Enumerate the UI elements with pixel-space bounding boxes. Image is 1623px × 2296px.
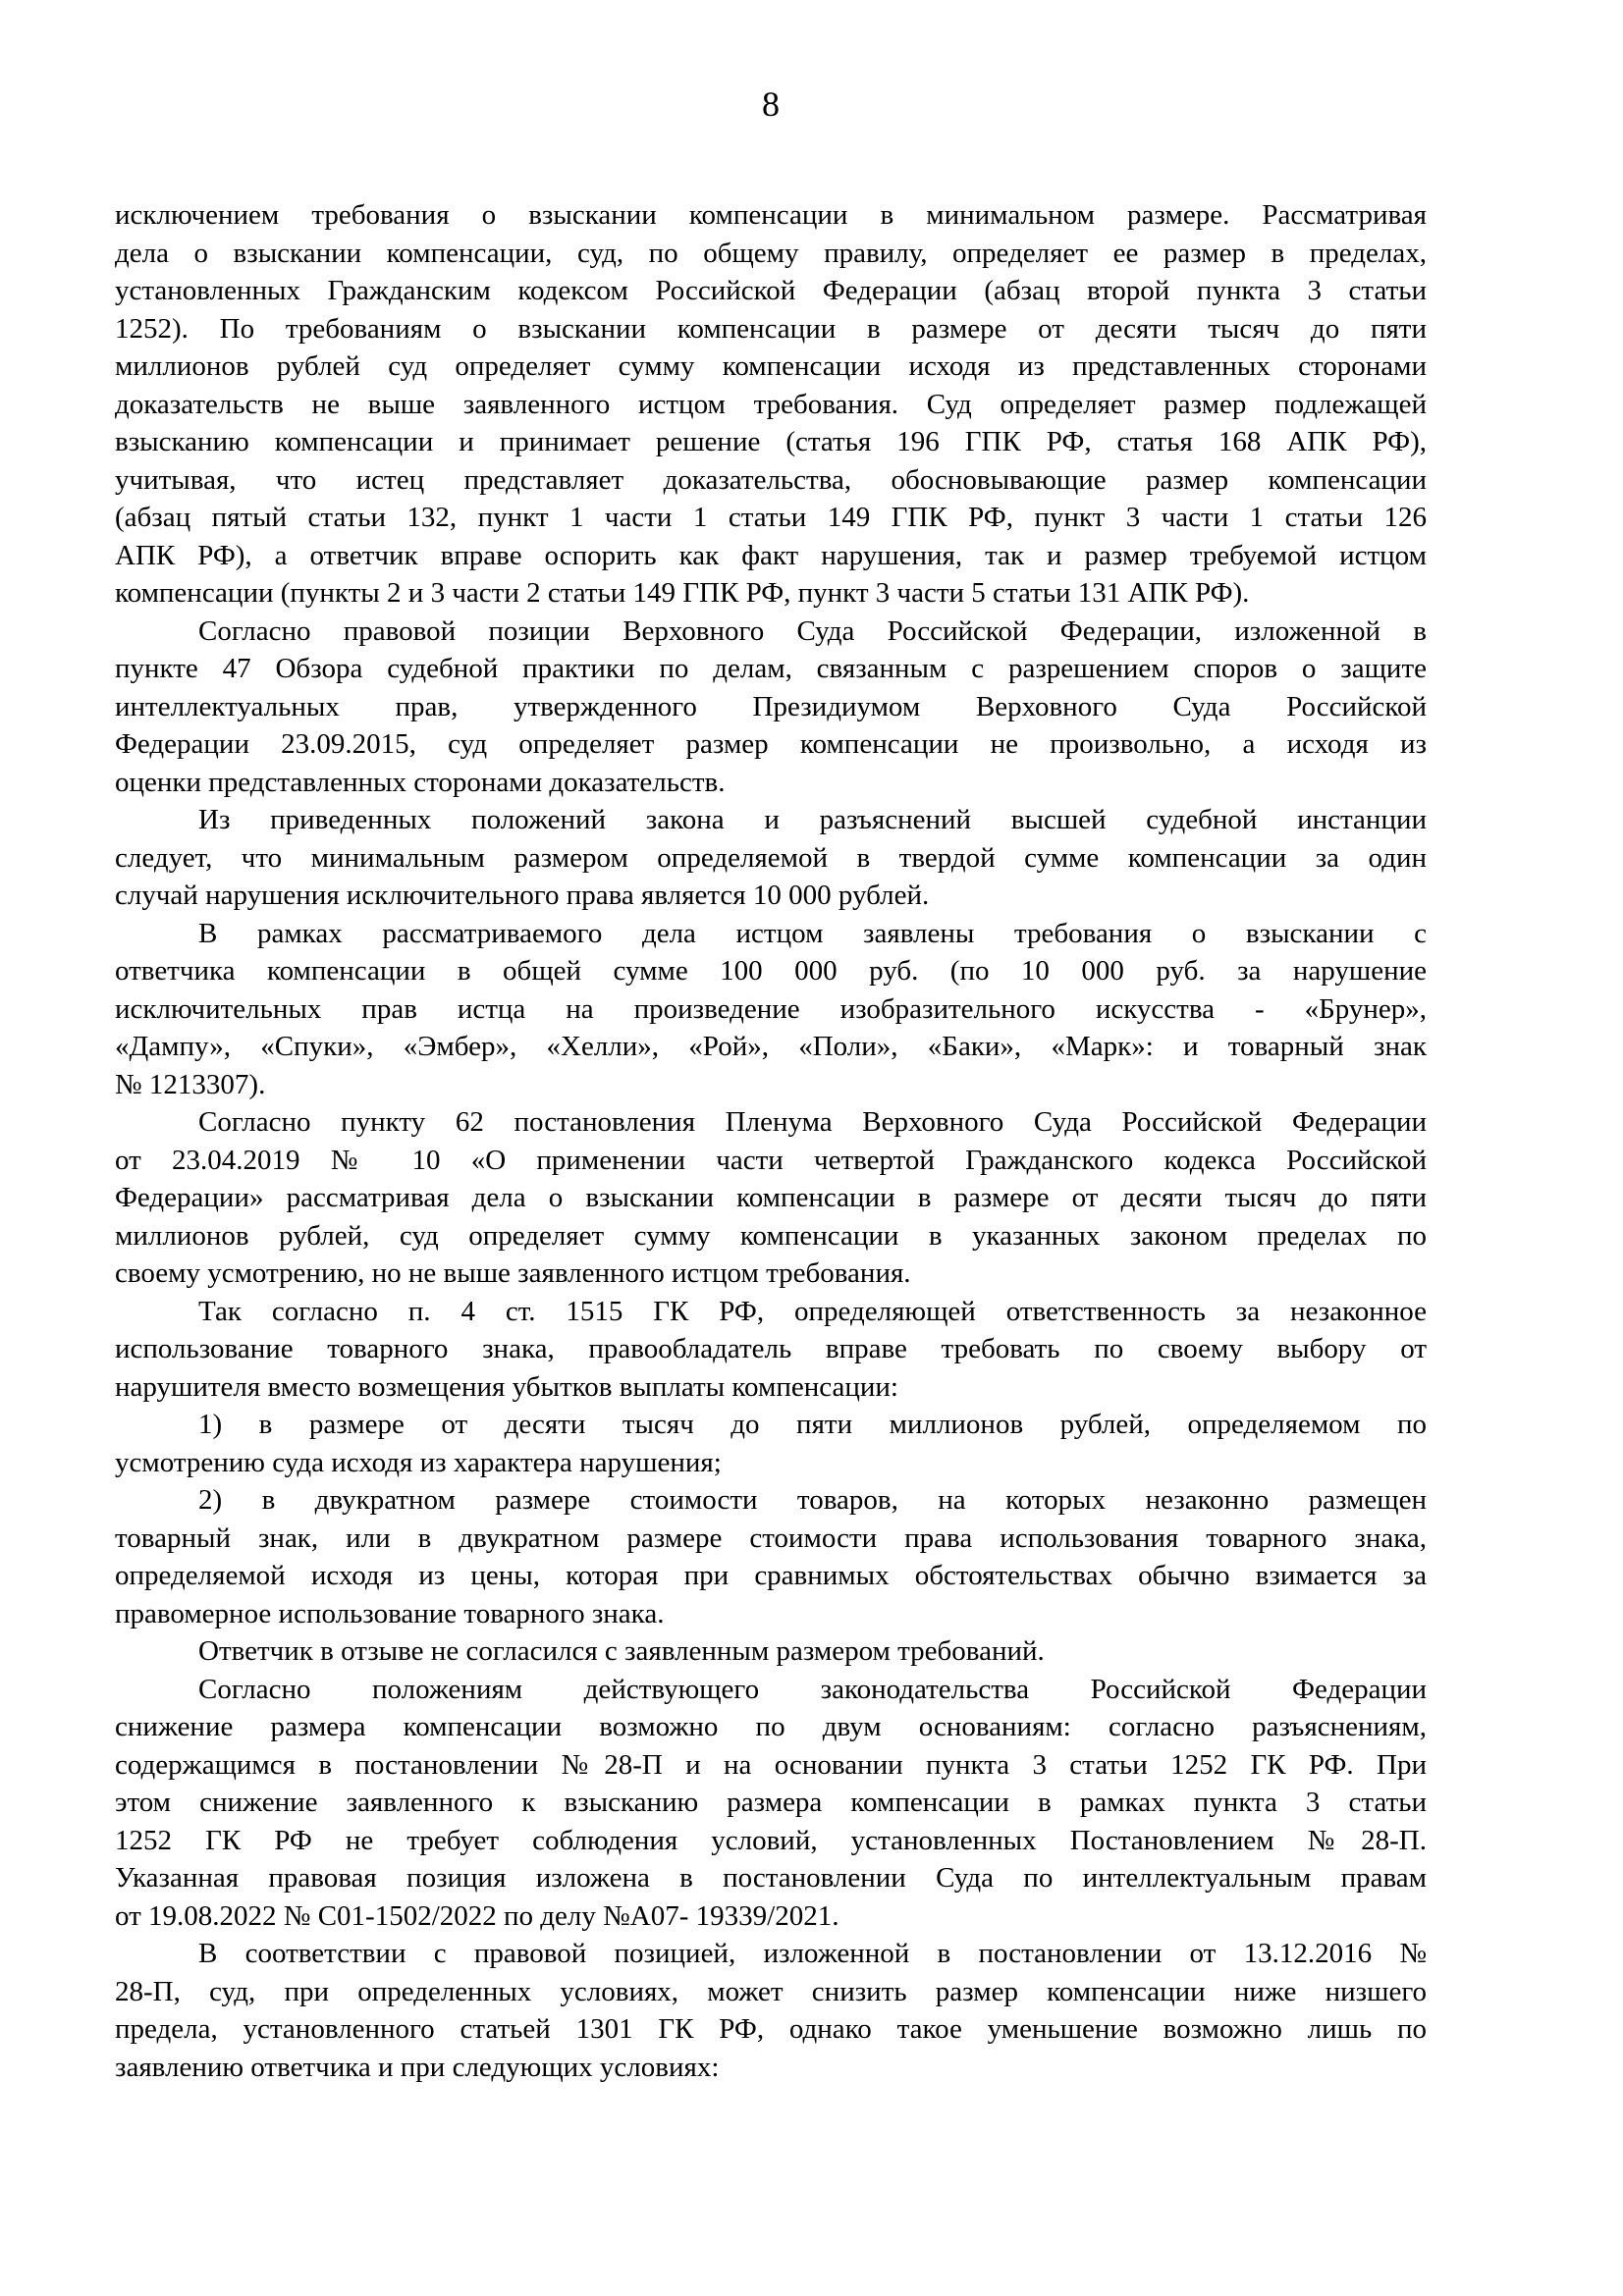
- text-line: заявлению ответчика и при следующих условиях:: [115, 2051, 720, 2083]
- text-line: Федерации 23.09.2015, суд определяет размер компенсации не произвольно, а исходя из: [115, 728, 1427, 760]
- text-line: содержащимся в постановлении №28-П и на основании пункта 3 статьи 1252 ГК РФ. При: [115, 1748, 1427, 1781]
- paragraph: [115, 1406, 1427, 1481]
- text-line: 1252). По требованиям о взыскании компенсации в размере от десяти тысяч до пяти: [115, 312, 1427, 345]
- text-line: Федерации» рассматривая дела о взыскании компенсации в размере от десяти тысяч до пяти: [115, 1182, 1427, 1213]
- text-line: интеллектуальных прав, утвержденного Президиумом Верховного Суда Российской: [115, 690, 1427, 722]
- text-line: следует, что минимальным размером определяемой в твердой сумме компенсации за один: [115, 841, 1427, 874]
- paragraph: [115, 1671, 1427, 1936]
- paragraph: [115, 801, 1427, 915]
- paragraph: [115, 1293, 1427, 1407]
- text-line: 28-П, суд, при определенных условиях, может снизить размер компенсации ниже низшего: [115, 1975, 1427, 2007]
- text-line: АПК РФ), а ответчик вправе оспорить как факт нарушения, так и размер требуемой истцом: [115, 539, 1427, 571]
- text-line: миллионов рублей суд определяет сумму компенсации исходя из представленных сторонами: [115, 350, 1427, 382]
- text-line: Так согласно п. 4 ст. 1515 ГК РФ, определяющей ответственность за незаконное: [198, 1295, 1427, 1327]
- text-line: Согласно правовой позиции Верховного Суда Российской Федерации, изложенной в: [198, 614, 1427, 647]
- text-line: учитывая, что истец представляет доказательства, обосновывающие размер компенсации: [115, 463, 1427, 496]
- text-line: Ответчик в отзыве не согласился с заявленным размером требований.: [198, 1635, 1045, 1667]
- text-line: 1252 ГК РФ не требует соблюдения условий, установленных Постановлением №28-П.: [115, 1824, 1427, 1856]
- text-line: дела о взыскании компенсации, суд, по общему правилу, определяет ее размер в пределах,: [115, 237, 1427, 269]
- paragraph: [115, 613, 1427, 802]
- text-line: от 19.08.2022 № С01-1502/2022 по делу №А07- 19339/2021.: [115, 1899, 839, 1932]
- text-line: установленных Гражданским кодексом Российской Федерации (абзац второй пункта 3 статьи: [115, 275, 1427, 306]
- text-line: исключительных прав истца на произведение изобразительного искусства - «Брунер»,: [115, 992, 1427, 1025]
- text-line: оценки представленных сторонами доказательств.: [115, 766, 726, 798]
- text-line: исключением требования о взыскании компенсации в минимальном размере. Рассматривая: [115, 199, 1427, 231]
- text-line: использование товарного знака, правообладатель вправе требовать по своему выбору от: [115, 1333, 1427, 1364]
- text-line: Согласно положениям действующего законодательства Российской Федерации: [198, 1673, 1427, 1705]
- paragraph: [115, 915, 1427, 1104]
- text-line: компенсации (пункты 2 и 3 части 2 статьи 149 ГПК РФ, пункт 3 части 5 статьи 131 АПК РФ).: [115, 577, 1250, 609]
- text-line: товарный знак, или в двукратном размере стоимости права использования товарного знака,: [115, 1522, 1427, 1554]
- text-line: Из приведенных положений закона и разъяснений высшей судебной инстанции: [198, 804, 1427, 835]
- paragraph: [115, 1481, 1427, 1632]
- text-line: пункте 47 Обзора судебной практики по делам, связанным с разрешением споров о защите: [115, 653, 1427, 684]
- text-line: усмотрению суда исходя из характера нарушения;: [115, 1446, 722, 1478]
- paragraph: [115, 196, 1427, 613]
- page-number: 8: [762, 84, 780, 124]
- text-line: Согласно пункту 62 постановления Пленума Верховного Суда Российской Федерации: [198, 1106, 1427, 1138]
- paragraph: [115, 1632, 1427, 1671]
- text-line: 1) в размере от десяти тысяч до пяти миллионов рублей, определяемом по: [198, 1409, 1427, 1440]
- text-line: Указанная правовая позиция изложена в постановлении Суда по интеллектуальным правам: [115, 1862, 1427, 1894]
- text-line: (абзац пятый статьи 132, пункт 1 части 1 статьи 149 ГПК РФ, пункт 3 части 1 статьи 126: [115, 502, 1427, 533]
- text-line: В соответствии с правовой позицией, изложенной в постановлении от 13.12.2016 №: [198, 1938, 1427, 1969]
- text-line: В рамках рассматриваемого дела истцом заявлены требования о взыскании с: [198, 917, 1427, 949]
- text-line: «Дампу», «Спуки», «Эмбер», «Хелли», «Рой», «Поли», «Баки», «Марк»: и товарный знак: [115, 1031, 1427, 1062]
- paragraph: [115, 1935, 1427, 2086]
- text-line: случай нарушения исключительного права является 10 000 рублей.: [115, 880, 930, 911]
- text-line: № 1213307).: [115, 1068, 266, 1100]
- text-line: снижение размера компенсации возможно по двум основаниям: согласно разъяснениям,: [115, 1711, 1427, 1742]
- paragraph: [115, 1103, 1427, 1293]
- text-line: этом снижение заявленного к взысканию размера компенсации в рамках пункта 3 статьи: [115, 1787, 1427, 1818]
- text-line: взысканию компенсации и принимает решение (статья 196 ГПК РФ, статья 168 АПК РФ),: [115, 426, 1427, 457]
- text-line: определяемой исходя из цены, которая при сравнимых обстоятельствах обычно взимается за: [115, 1560, 1427, 1591]
- text-line: миллионов рублей, суд определяет сумму компенсации в указанных законом пределах по: [115, 1219, 1427, 1252]
- text-line: доказательств не выше заявленного истцом требования. Суд определяет размер подлежащей: [115, 388, 1427, 420]
- text-line: предела, установленного статьей 1301 ГК РФ, однако такое уменьшение возможно лишь по: [115, 2013, 1427, 2045]
- text-line: своему усмотрению, но не выше заявленного истцом требования.: [115, 1257, 911, 1289]
- text-line: нарушителя вместо возмещения убытков выплаты компенсации:: [115, 1370, 898, 1403]
- document-body: [115, 196, 1427, 2086]
- text-line: 2) в двукратном размере стоимости товаров, на которых незаконно размещен: [198, 1484, 1427, 1516]
- text-line: от 23.04.2019 № 10 «О применении части четвертой Гражданского кодекса Российской: [115, 1144, 1427, 1176]
- text-line: правомерное использование товарного знака.: [115, 1597, 665, 1629]
- text-line: ответчика компенсации в общей сумме 100 000 руб. (по 10 000 руб. за нарушение: [115, 955, 1427, 987]
